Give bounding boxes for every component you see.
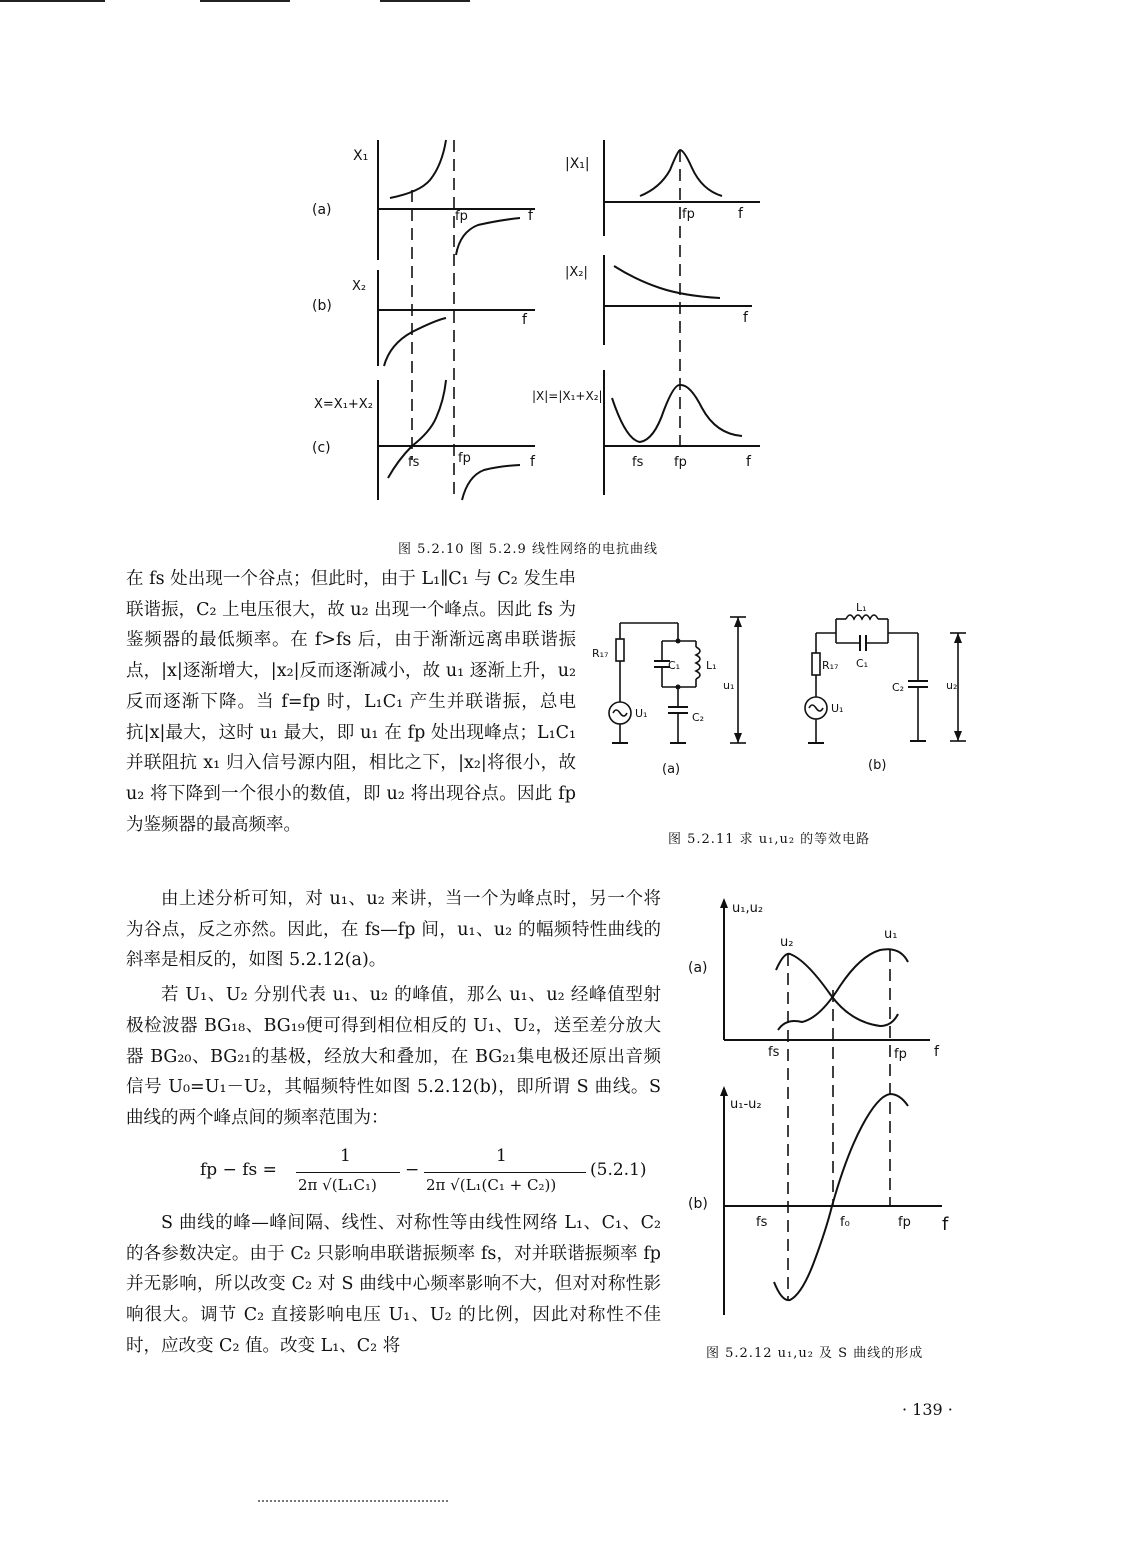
fig10-c-left-ylabel: X=X₁+X₂ [314,397,373,412]
eq-denominator-2: 2π √(L₁(C₁ + C₂)) [426,1176,557,1194]
fig10-b-right-curve [614,266,720,298]
fig10-row-label-a: (a) [312,202,332,218]
fig12-sublabel-a: (a) [688,960,708,976]
paragraph-1 [126,564,576,840]
fig12-a-fp: fp [894,1047,907,1062]
fig12-b-f0: f₀ [840,1215,850,1230]
fig12-sublabel-b: (b) [688,1196,708,1212]
fig12-b-f: f [942,1214,949,1235]
fig12-b-fp: fp [898,1215,911,1230]
fig10-a-right-ylabel: |X₁| [565,156,590,172]
fig12-b-fs: fs [756,1215,768,1230]
fig10-a-right-fp: fp [682,207,695,222]
circuit-b-resistor [812,653,820,675]
fig10-c-right-fs: fs [632,455,644,470]
fig10-row-label-c: (c) [312,440,331,456]
paragraph-4 [126,1208,661,1362]
circuit-b-label-c1: C₁ [856,657,869,670]
eq-lhs: fp − fs = [200,1160,277,1180]
eq-fraction-bar-1 [296,1172,400,1173]
paragraph-3-text: 若 U₁、U₂ 分别代表 u₁、u₂ 的峰值，那么 u₁、u₂ 经峰值型射极检波器 BG₁₈、BG₁₉便可得到相位相反的 U₁、U₂，送至差分放大器 BG₂₀、BG₂₁的基极，经放大和叠加，在 BG₂₁集电极还原出音频信号 U₀=U₁－U₂，其幅频特性如图 5.2.12(b)，即所谓 S 曲线。S 曲线的两个峰点间的频率范围为： [126,985,661,1128]
eq-number: (5.2.1) [590,1160,647,1180]
circuit-a-label-c2: C₂ [692,711,705,724]
paragraph-4-text: S 曲线的峰—峰间隔、线性、对称性等由线性网络 L₁、C₁、C₂ 的各参数决定。由于 C₂ 只影响串联谐振频率 fs，对并联谐振频率 fp 并无影响，所以改变 C₂ 对 S 曲线中心频率影响不大，但对对称性影响很大。调节 C₂ 直接影响电压 U₁、U₂ 的比例，因此对称性不佳时，应改变 C₂ 值。改变 L₁、C₂ 将 [126,1213,661,1356]
fig12-a-ylabel: u₁,u₂ [732,901,764,916]
fig10-c-right-fp: fp [674,455,687,470]
fig11-caption: 图 5.2.11 求 u₁,u₂ 的等效电路 [668,832,871,847]
fig10-c-right-f: f [746,454,751,470]
circuit-b-label-u2: u₂ [946,679,958,692]
fig10-c-left-curve-down [462,465,520,500]
fig12-a-label-u2: u₂ [780,935,794,950]
bottom-dotted-artifact [258,1500,448,1503]
circuit-b-label-r: R₁₇ [822,659,839,672]
fig10-c-right-curve [612,385,742,442]
circuit-a [592,617,746,777]
fig10-c-right-ylabel: |X|=|X₁+X₂| [532,389,603,403]
circuit-a-label-src: U₁ [635,707,648,720]
circuit-b-l1 [846,615,878,619]
fig12-a-label-u1: u₁ [884,927,898,942]
fig10-a-left-curve-up [390,140,446,198]
fig12-a-curve-u1 [778,949,908,1030]
fig10-a-left-ylabel: X₁ [353,148,369,164]
circuit-b-label-c2: C₂ [892,681,905,694]
circuit-a-label-r: R₁₇ [592,647,609,660]
circuit-a-sublabel: (a) [662,762,681,777]
fig12-a-fs: fs [768,1045,780,1060]
fig10-c-left-fs: fs [408,455,420,470]
circuit-b-label-l1: L₁ [856,601,867,614]
fig10-row-label-b: (b) [312,298,332,314]
circuit-a-resistor [616,639,624,661]
fig12-caption: 图 5.2.12 u₁,u₂ 及 S 曲线的形成 [706,1346,924,1361]
equation-5-2-1 [200,1142,670,1202]
fig12-b-s-curve [774,1094,908,1300]
fig10-c-left-f: f [530,454,535,470]
fig10-a-right-curve [640,150,722,196]
fig10-b-right-f: f [743,310,748,326]
figure-5-2-10 [0,0,1122,560]
paragraph-2-text: 由上述分析可知，对 u₁、u₂ 来讲，当一个为峰点时，另一个将为谷点，反之亦然。因此，在 fs—fp 间，u₁、u₂ 的幅频特性曲线的斜率是相反的，如图 5.2.12(a)。 [126,889,661,971]
circuit-a-l1 [696,647,700,679]
eq-fraction-bar-2 [424,1172,586,1173]
fig10-caption: 图 5.2.10 图 5.2.9 线性网络的电抗曲线 [398,542,658,557]
fig12-a-f: f [934,1044,939,1060]
circuit-b [805,601,966,773]
fig10-b-left-curve [384,318,446,366]
fig10-b-left-f: f [522,312,527,328]
circuit-b-sublabel: (b) [868,758,887,773]
circuit-a-label-c1: C₁ [668,659,681,672]
circuit-a-label-u1: u₁ [723,679,735,692]
circuit-a-label-l1: L₁ [706,659,717,672]
eq-numerator-1: 1 [340,1146,351,1166]
eq-denominator-1: 2π √(L₁C₁) [298,1176,377,1194]
paragraph-1-text: 在 fs 处出现一个谷点；但此时，由于 L₁∥C₁ 与 C₂ 发生串联谐振，C₂ 上电压很大，故 u₂ 出现一个峰点。因此 fs 为鉴频器的最低频率。在 f>fs 后，由于渐渐远离串联谐振点，|x|逐渐增大，|x₂|反而逐渐减小，故 u₁ 逐渐上升，u₂ 反而逐渐下降。当 f=fp 时，L₁C₁ 产生并联谐振，总电抗|x|最大，这时 u₁ 最大，即 u₁ 在 fp 处出现峰点；L₁C₁ 并联阻抗 x₁ 归入信号源内阻，相比之下，|x₂|将很小，故 u₂ 将下降到一个很小的数值，即 u₂ 将出现谷点。因此 fp 为鉴频器的最高频率。 [126,569,576,835]
fig10-a-left-fp: fp [455,209,468,224]
fig10-b-right-ylabel: |X₂| [565,265,588,280]
figure-5-2-11 [590,595,990,795]
eq-numerator-2: 1 [496,1146,507,1166]
fig10-a-right-f: f [738,206,743,222]
figure-5-2-12 [680,890,1000,1350]
fig12-b-ylabel: u₁-u₂ [730,1097,762,1112]
paragraph-2-3 [126,884,661,1134]
eq-minus: − [405,1160,420,1180]
page-number: · 139 · [902,1400,953,1419]
circuit-b-label-src: U₁ [831,702,844,715]
fig10-b-left-ylabel: X₂ [352,279,367,294]
fig10-a-left-f: f [528,208,533,224]
fig10-c-left-fp: fp [458,451,471,466]
